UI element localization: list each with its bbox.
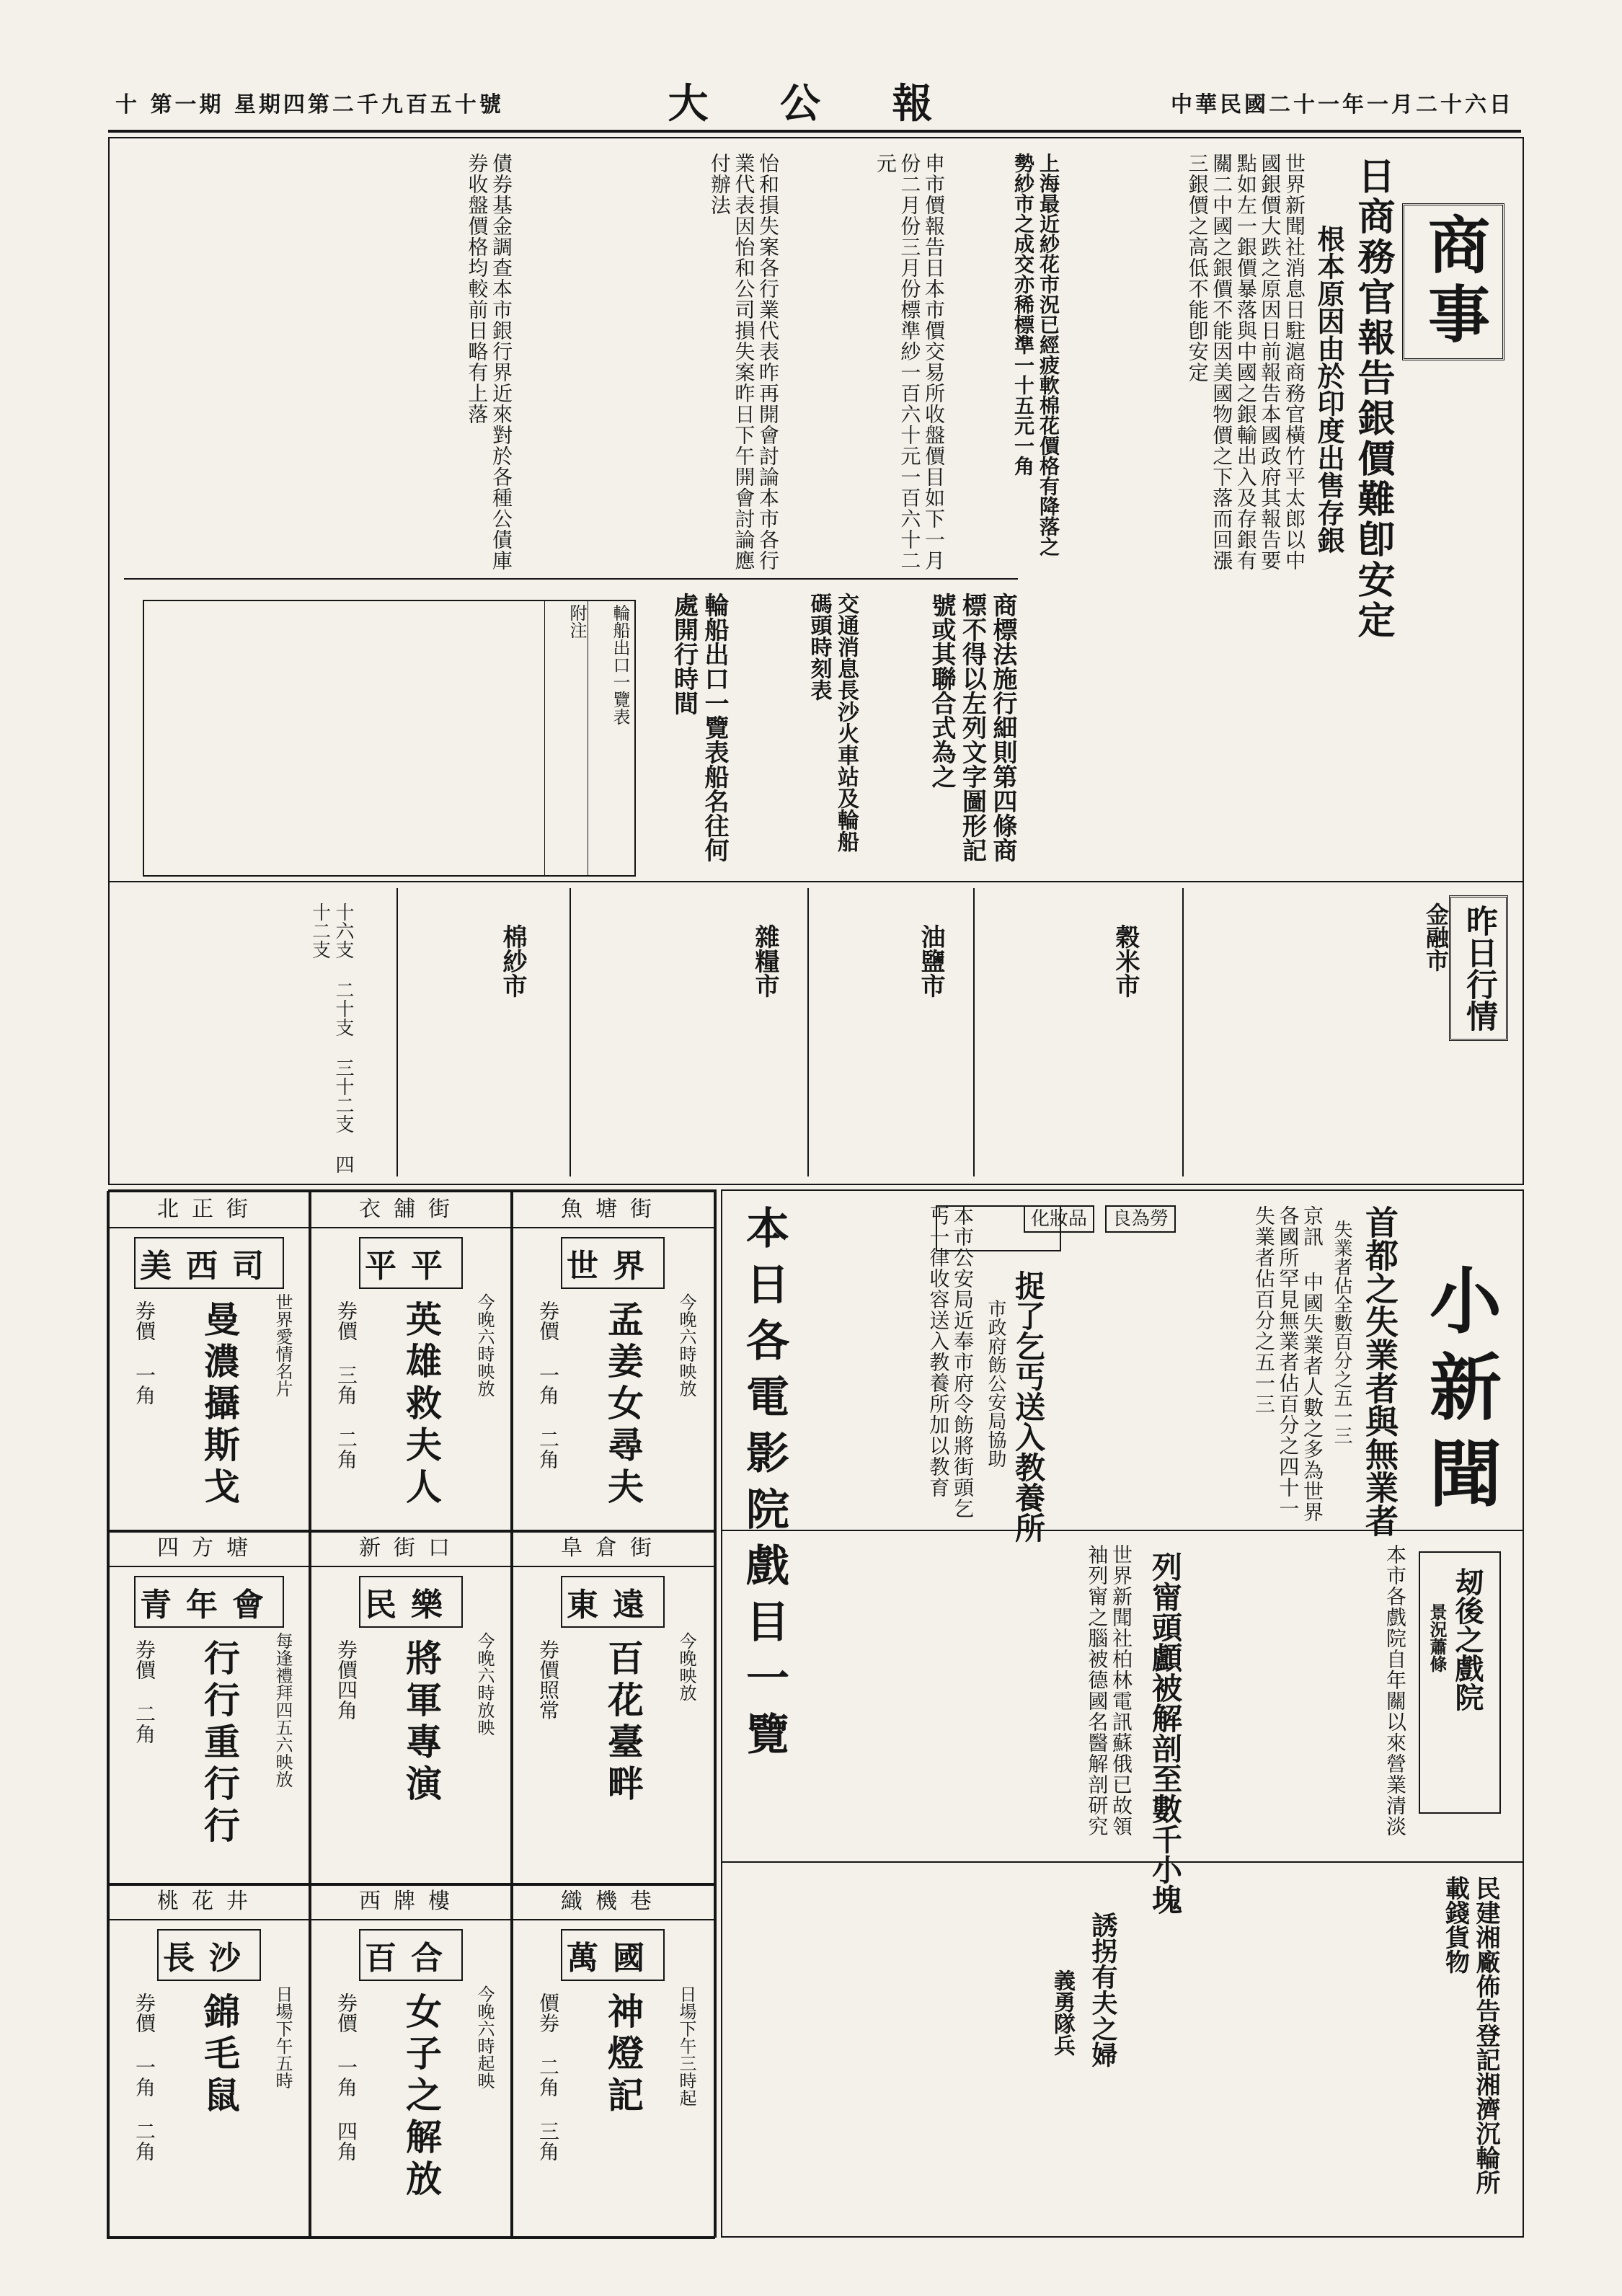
film-info: 今晚映放 — [676, 1632, 696, 1701]
ticket-price: 券價 一角 四角 — [334, 1993, 358, 2161]
film-title: 錦毛鼠 — [198, 1993, 241, 2118]
section-title-market: 昨日行情 — [1449, 895, 1508, 1041]
theater-name: 美西司 — [134, 1237, 284, 1289]
theater-name: 民樂 — [359, 1576, 463, 1628]
headline-abduction: 誘拐有夫之婦 — [1088, 1912, 1118, 2067]
theater-minle — [309, 1530, 513, 1886]
headline-theatre: 刼後之戲院 — [1450, 1567, 1484, 1711]
news-section — [721, 1189, 1524, 2238]
headline-trademark-law: 商標法施行細則第四條商標不得以左列文字圖形記號或其聯合式為之 — [927, 593, 1017, 862]
article-beggars-body: 本市公安局近奉市府令飭將街頭乞丐一律收容送入教養所加以教育 — [926, 1205, 975, 1519]
theater-street: 西牌樓 — [310, 1884, 512, 1920]
market-oil: 油鹽市 — [916, 924, 945, 998]
headline-beggars: 捉了乞丐送入教養所 — [1011, 1270, 1046, 1543]
film-title: 曼濃攝斯戈 — [198, 1300, 241, 1510]
theater-street: 桃花井 — [108, 1884, 310, 1920]
article-bond-fund: 債券基金調查本市銀行界近來對於各種公債庫券收盤價格均較前日略有上落 — [465, 153, 513, 571]
article-theatre-body: 本市各戲院自年關以來營業清淡 — [1383, 1544, 1407, 1837]
theater-street: 四方塘 — [108, 1531, 310, 1567]
article-yarn-prices: 申市價報告日本市價交易所收盤價目如下一月份二月份三月份標準紗一百六十元一百六十二元 — [873, 153, 946, 571]
headline-ship-departures: 輪船出口一覽表船名往何處開行時間 — [669, 593, 729, 862]
ticket-price: 券價 三角 二角 — [334, 1300, 358, 1469]
theater-pingping — [309, 1191, 513, 1533]
masthead — [108, 76, 1521, 133]
cinema-listings — [108, 1189, 717, 2238]
newspaper-title: 大 公 報 — [668, 80, 962, 128]
theater-wanguo — [510, 1883, 715, 2239]
ticket-price: 券價照常 — [536, 1639, 560, 1720]
theater-street: 北正街 — [108, 1192, 310, 1228]
headline-traffic-news: 交通消息長沙火車站及輪船碼頭時刻表 — [806, 593, 859, 852]
subheadline-beggars: 市政府飭公安局協助 — [985, 1299, 1006, 1468]
headline-shanghai-cotton: 上海最近紗花市況已經疲軟棉花價格有降落之勢紗市之成交亦稀標準一十五元一角 — [1011, 153, 1060, 557]
theater-street: 新街口 — [310, 1531, 512, 1567]
market-yarn-prices: 十六支 二十支 三十二支 四十二支 — [309, 903, 354, 1174]
theater-street: 魚塘街 — [512, 1192, 714, 1228]
film-info: 今晚六時放映 — [474, 1632, 495, 1736]
film-title: 英雄救夫人 — [400, 1300, 443, 1510]
theater-name: 長沙 — [157, 1929, 261, 1981]
article-yihe-loss: 怡和損失案各行業代表昨再開會討論本市各行業代表因怡和公司損失案昨日下午開會討論應付辦法 — [707, 153, 780, 571]
ticket-price: 券價 二角 — [133, 1639, 156, 1744]
ad-labels — [1024, 1204, 1176, 1231]
issue-info: 十 第一期 星期四第二千九百五十號 — [115, 92, 504, 118]
ship-table-col: 輪船出口一覽表 — [588, 601, 634, 875]
ticket-price: 券價 一角 — [133, 1300, 156, 1405]
theater-street: 織機巷 — [512, 1884, 714, 1920]
article-lenin-body: 世界新聞社柏林電訊蘇俄已故領袖列甯之腦被德國名醫解剖研究 — [1085, 1544, 1133, 1837]
article-silver-body: 世界新聞社消息日駐滬商務官橫竹平太郎以中國銀價大跌之原因日前報告本國政府其報告要點如左一銀價暴落與中國之銀輸出入及存銀有關二中國之銀價不能因美國物價之下落而回漲三銀價之高低不能卽安定 — [1185, 153, 1306, 571]
theater-baihe — [309, 1883, 513, 2239]
ad-cosmetics: 化妝品 — [1024, 1205, 1094, 1233]
theater-name: 百合 — [359, 1929, 463, 1981]
section-title-news: 小新聞 — [1417, 1263, 1502, 1522]
commerce-section — [108, 137, 1524, 1185]
headline-volunteers: 義勇隊兵 — [1050, 1969, 1075, 2056]
theater-name: 青年會 — [134, 1576, 284, 1628]
ticket-price: 券價四角 — [334, 1639, 358, 1720]
film-info: 日場下午五時 — [272, 1985, 293, 2089]
subheadline-unemployed: 失業者佔全數百分之五一三 — [1331, 1220, 1352, 1445]
section-title-commerce: 商事 — [1402, 203, 1504, 360]
film-info: 世界愛情名片 — [272, 1293, 293, 1397]
film-title: 將軍專演 — [400, 1639, 443, 1807]
ticket-price: 券價 一角 二角 — [133, 1993, 156, 2161]
theater-street: 阜倉街 — [512, 1531, 714, 1567]
market-cotton: 棉紗市 — [498, 924, 527, 998]
headline-silver-price: 日商務官報告銀價難卽安定 — [1351, 156, 1395, 641]
film-title: 百花臺畔 — [602, 1639, 644, 1807]
market-rice: 穀米市 — [1111, 924, 1140, 998]
theater-meixisi — [107, 1191, 311, 1533]
ship-table — [143, 600, 636, 877]
subheadline-theatre: 景況蕭條 — [1427, 1603, 1448, 1672]
film-title: 孟姜女尋夫 — [602, 1300, 644, 1510]
market-gold: 金融市 — [1422, 903, 1450, 972]
film-info: 今晚六時映放 — [676, 1293, 696, 1397]
theater-shijie — [510, 1191, 715, 1533]
theater-name: 世界 — [561, 1237, 665, 1289]
film-title: 行行重行行 — [198, 1639, 241, 1848]
ship-table-note: 附注 — [544, 601, 591, 875]
theater-name: 萬國 — [561, 1929, 665, 1981]
theater-changsha — [107, 1883, 311, 2239]
theater-name: 平平 — [359, 1237, 463, 1289]
article-unemployed-body: 京訊 中國失業者人數之多為世界各國所罕見無業者佔百分之四十一失業者佔百分之五一三 — [1251, 1205, 1324, 1522]
theater-qingnianhui — [107, 1530, 311, 1886]
notice-salvage: 民建湘廠佈告登記湘濟沉輪所載錢貨物 — [1440, 1876, 1500, 2194]
headline-theatre-box — [1419, 1551, 1501, 1814]
ticket-price: 價券 二角 三角 — [536, 1993, 560, 2161]
film-info: 每逢禮拜四五六映放 — [272, 1632, 293, 1788]
cinema-page-title: 本日各電影院戲目一覽 — [739, 1205, 789, 1768]
market-misc: 雜糧市 — [750, 924, 779, 998]
ad-liangweilao: 良為勞 — [1105, 1205, 1176, 1233]
date-line: 中華民國二十一年一月二十六日 — [1171, 92, 1514, 118]
subheadline-india: 根本原因由於印度出售存銀 — [1313, 225, 1345, 554]
headline-unemployed: 首都之失業者與無業者 — [1360, 1205, 1399, 1537]
theater-street: 衣舖街 — [310, 1192, 512, 1228]
film-info: 今晚六時映放 — [474, 1293, 495, 1397]
film-info: 日場下午三時起 — [676, 1985, 696, 2106]
film-title: 神燈記 — [602, 1993, 644, 2118]
headline-lenin: 列甯頭顱被解剖至數千小塊 — [1148, 1551, 1183, 1915]
ticket-price: 券價 一角 二角 — [536, 1300, 560, 1469]
theater-name: 東遠 — [561, 1576, 665, 1628]
film-info: 今晚六時起映 — [474, 1985, 495, 2089]
theater-dongyuan — [510, 1530, 715, 1886]
film-title: 女子之解放 — [400, 1993, 443, 2202]
